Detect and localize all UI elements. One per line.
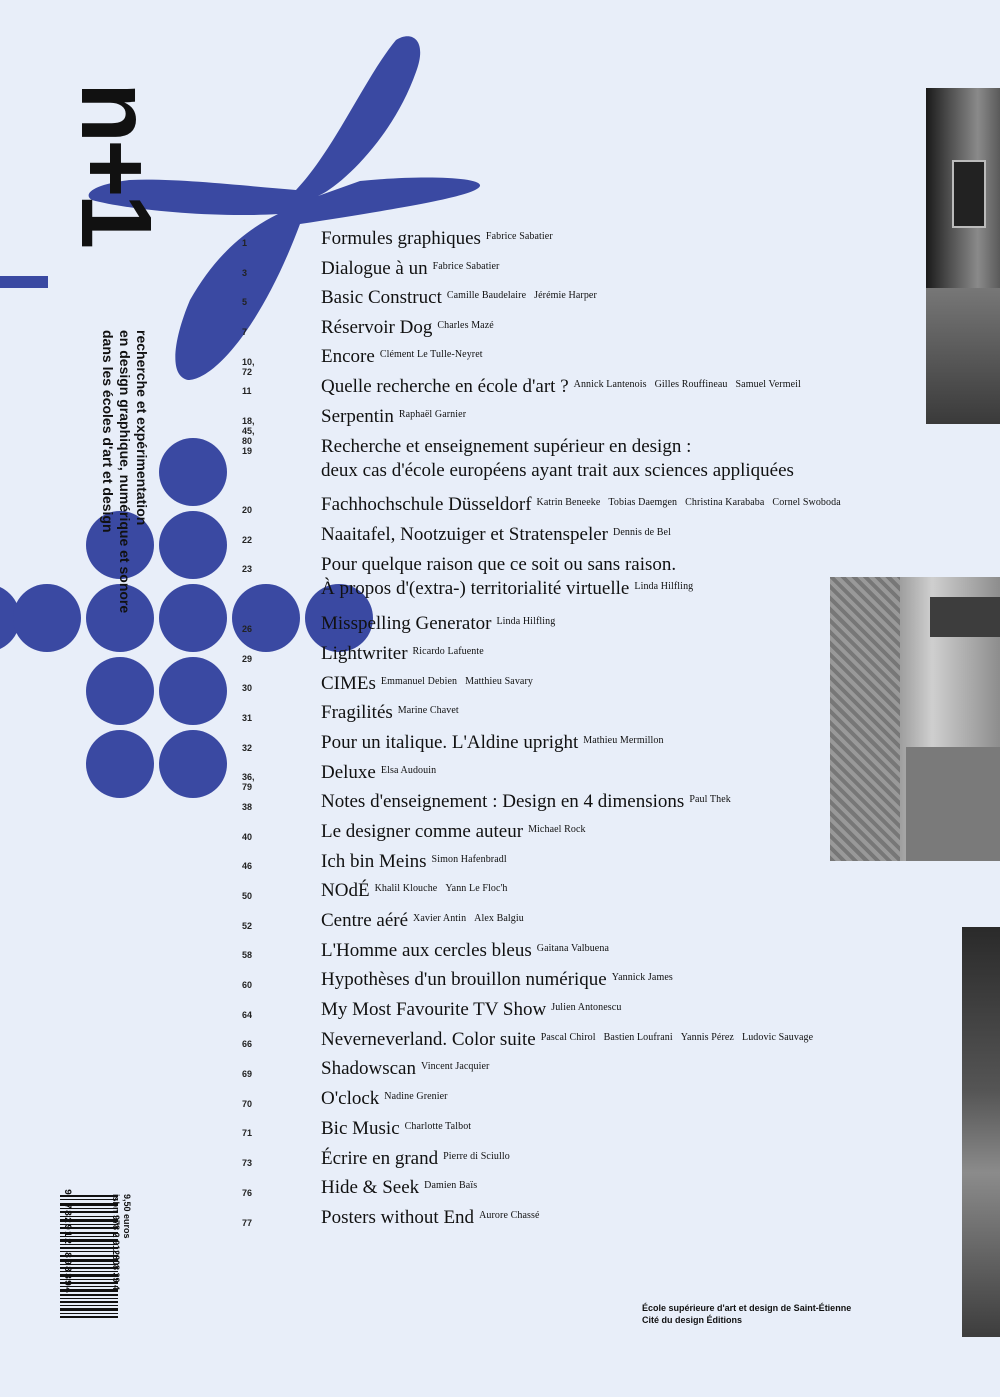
- toc-author: Charles Mazé: [437, 320, 494, 331]
- publisher-imprint: Cité du design Éditions: [642, 1315, 743, 1325]
- dot: [13, 584, 81, 652]
- toc-authors: [405, 1121, 480, 1132]
- toc-author: Ludovic Sauvage: [741, 1032, 814, 1043]
- toc-title: Hide & Seek: [321, 1177, 420, 1198]
- toc-title-line2: [321, 577, 701, 601]
- toc-entry: [321, 1057, 497, 1081]
- toc-entry: [321, 316, 502, 340]
- toc-title: Bic Music: [321, 1118, 400, 1139]
- toc-author: Gaitana Valbuena: [536, 943, 609, 954]
- toc-title: Fachhochschule Düsseldorf: [321, 494, 532, 515]
- toc-author: Paul Thek: [689, 794, 731, 805]
- toc-page-number: 50: [242, 891, 253, 901]
- toc-author: Linda Hilfling: [634, 581, 694, 592]
- toc-entry: [321, 1117, 479, 1141]
- toc-authors: [496, 616, 563, 627]
- magazine-logo: n+1: [60, 82, 172, 246]
- toc-page-number: 23: [242, 564, 253, 574]
- toc-author: Fabrice Sabatier: [485, 231, 553, 242]
- toc-title: NOdÉ: [321, 880, 370, 901]
- price-label: 9,50 euros: [122, 1194, 132, 1239]
- toc-authors: [433, 261, 508, 272]
- toc-author: Yannick James: [611, 972, 673, 983]
- photo-figure: [962, 927, 1000, 1337]
- toc-authors: [574, 379, 809, 390]
- toc-entry: [321, 998, 629, 1022]
- toc-page-number: 58: [242, 950, 253, 960]
- toc-authors: [551, 1002, 629, 1013]
- toc-title: Le designer comme auteur: [321, 821, 524, 842]
- toc-page-number: 64: [242, 1010, 253, 1020]
- toc-entry: [321, 1206, 548, 1230]
- dot: [159, 730, 227, 798]
- toc-entry: [321, 493, 849, 517]
- toc-page-number: 7: [242, 327, 248, 337]
- toc-title: Ich bin Meins: [321, 851, 427, 872]
- toc-authors: [689, 794, 739, 805]
- toc-authors: [381, 765, 444, 776]
- toc-entry: [321, 939, 617, 963]
- toc-page-number: 20: [242, 505, 253, 515]
- isbn-label: isbn 978 2 912808 39 4: [111, 1194, 121, 1291]
- toc-entry: [321, 642, 492, 666]
- toc-page-number: 77: [242, 1218, 253, 1228]
- toc-entry: [321, 701, 467, 725]
- toc-entry: [321, 909, 532, 933]
- toc-authors: [398, 705, 467, 716]
- toc-entry: [321, 1087, 456, 1111]
- toc-page-number: 18, 45, 80: [242, 416, 255, 446]
- toc-entry: [321, 257, 507, 281]
- toc-title: L'Homme aux cercles bleus: [321, 940, 532, 961]
- toc-title: Notes d'enseignement : Design en 4 dimensions: [321, 791, 685, 812]
- toc-title: Dialogue à un: [321, 258, 428, 279]
- toc-author: Xavier Antin: [413, 913, 467, 924]
- toc-entry: [321, 375, 809, 399]
- dot-pattern: [0, 438, 373, 798]
- toc-authors: [613, 527, 679, 538]
- toc-title: Lightwriter: [321, 643, 408, 664]
- toc-author: Tobias Daemgen: [608, 497, 678, 508]
- toc-title-line2: deux cas d'école européens ayant trait aux sciences appliquées: [321, 460, 794, 481]
- toc-title: Misspelling Generator: [321, 613, 492, 634]
- toc-title: Réservoir Dog: [321, 317, 433, 338]
- toc-author: Raphaël Garnier: [398, 409, 467, 420]
- subtitle-line: dans les écoles d'art et design: [100, 330, 116, 533]
- toc-page-number: 60: [242, 980, 253, 990]
- toc-author: Jérémie Harper: [534, 290, 597, 301]
- toc-title: Écrire en grand: [321, 1148, 439, 1169]
- toc-page-number: 31: [242, 713, 253, 723]
- toc-authors: [384, 1091, 455, 1102]
- toc-authors: [486, 231, 561, 242]
- toc-title: Centre aéré: [321, 910, 409, 931]
- toc-authors: [541, 1032, 821, 1043]
- dot: [232, 584, 300, 652]
- toc-authors: [537, 497, 849, 508]
- toc-title: Recherche et enseignement supérieur en design :: [321, 436, 692, 457]
- toc-author: Cornel Swoboda: [772, 497, 841, 508]
- toc-author: Yannis Pérez: [680, 1032, 734, 1043]
- toc-page-number: 52: [242, 921, 253, 931]
- toc-entry: [321, 731, 672, 755]
- toc-page-number: 71: [242, 1128, 253, 1138]
- toc-title: Hypothèses d'un brouillon numérique: [321, 969, 607, 990]
- toc-title: O'clock: [321, 1088, 380, 1109]
- publisher-block: [642, 1302, 851, 1326]
- subtitle-line: recherche et expérimentation: [134, 330, 150, 526]
- toc-author: Gilles Rouffineau: [654, 379, 728, 390]
- toc-entry: [321, 612, 563, 636]
- price-isbn: [110, 1194, 132, 1290]
- toc-entry: [321, 820, 594, 844]
- toc-page-number: 76: [242, 1188, 253, 1198]
- toc-authors: [447, 290, 605, 301]
- toc-title: Quelle recherche en école d'art ?: [321, 376, 569, 397]
- toc-entry: [321, 523, 679, 547]
- toc-entry: [321, 761, 444, 785]
- toc-author: Julien Antonescu: [551, 1002, 622, 1013]
- toc-author: Simon Hafenbradl: [431, 854, 507, 865]
- toc-page-number: 73: [242, 1158, 253, 1168]
- toc-author: Damien Baïs: [424, 1180, 478, 1191]
- toc-author: Khalil Klouche: [374, 883, 438, 894]
- toc-title: Fragilités: [321, 702, 393, 723]
- photo-gallery-frame: [926, 88, 1000, 424]
- toc-title: Serpentin: [321, 406, 394, 427]
- toc-entry: [321, 968, 681, 992]
- toc-author: Annick Lantenois: [573, 379, 647, 390]
- toc-entry: [321, 345, 491, 369]
- toc-page-number: 3: [242, 268, 248, 278]
- dot: [159, 511, 227, 579]
- dot: [86, 657, 154, 725]
- toc-page-number: 38: [242, 802, 253, 812]
- toc-authors: [437, 320, 501, 331]
- toc-author: Alex Balgiu: [474, 913, 524, 924]
- toc-entry: [321, 790, 739, 814]
- toc-author: Charlotte Talbot: [404, 1121, 472, 1132]
- toc-title: CIMEs: [321, 673, 376, 694]
- toc-author: Bastien Loufrani: [603, 1032, 673, 1043]
- toc-authors: [381, 676, 541, 687]
- toc-page-number: 32: [242, 743, 253, 753]
- toc-author: Marine Chavet: [397, 705, 459, 716]
- toc-title: Encore: [321, 346, 375, 367]
- toc-authors: [413, 646, 492, 657]
- publisher-school: École supérieure d'art et design de Saint-Étienne: [642, 1303, 852, 1313]
- toc-entry: [321, 553, 701, 601]
- toc-entry: [321, 435, 794, 483]
- toc-author: Katrin Beneeke: [536, 497, 601, 508]
- toc-entry: [321, 286, 605, 310]
- toc-entry: [321, 405, 474, 429]
- toc-author: Linda Hilfling: [496, 616, 556, 627]
- toc-author: Camille Baudelaire: [446, 290, 527, 301]
- toc-page-number: 5: [242, 297, 248, 307]
- toc-authors: [479, 1210, 547, 1221]
- toc-title: My Most Favourite TV Show: [321, 999, 547, 1020]
- toc-title: Pour un italique. L'Aldine upright: [321, 732, 579, 753]
- toc-entry: [321, 879, 516, 903]
- toc-page-number: 40: [242, 832, 253, 842]
- toc-page-number: 30: [242, 683, 253, 693]
- toc-entry: [321, 672, 541, 696]
- toc-title: Formules graphiques: [321, 228, 481, 249]
- toc-page-number: 66: [242, 1039, 253, 1049]
- toc-authors: [421, 1061, 497, 1072]
- toc-authors: [424, 1180, 485, 1191]
- toc-page-number: 26: [242, 624, 253, 634]
- toc-author: Pascal Chirol: [540, 1032, 596, 1043]
- toc-entry: [321, 1028, 821, 1052]
- toc-author: Nadine Grenier: [384, 1091, 448, 1102]
- toc-entry: [321, 227, 561, 251]
- toc-author: Matthieu Savary: [465, 676, 533, 687]
- toc-title-line2-text: À propos d'(extra-) territorialité virtuelle: [321, 578, 630, 599]
- toc-title: Pour quelque raison que ce soit ou sans raison.: [321, 554, 677, 575]
- dot: [159, 657, 227, 725]
- toc-page-number: 36, 79: [242, 772, 255, 792]
- toc-authors: [634, 581, 701, 592]
- toc-page-number: 46: [242, 861, 253, 871]
- subtitle-line: en design graphique, numérique et sonore: [117, 330, 133, 614]
- toc-title: Posters without End: [321, 1207, 475, 1228]
- toc-authors: [413, 913, 532, 924]
- magazine-subtitle: [99, 330, 150, 613]
- toc-author: Ricardo Lafuente: [412, 646, 484, 657]
- toc-authors: [612, 972, 681, 983]
- toc-entry: [321, 1176, 485, 1200]
- toc-authors: [432, 854, 515, 865]
- toc-author: Michael Rock: [528, 824, 586, 835]
- toc-author: Aurore Chassé: [479, 1210, 540, 1221]
- toc-title: Deluxe: [321, 762, 376, 783]
- toc-authors: [537, 943, 617, 954]
- dot: [86, 730, 154, 798]
- toc-entry: [321, 850, 515, 874]
- toc-author: Elsa Audouin: [380, 765, 437, 776]
- toc-entry: [321, 1147, 518, 1171]
- toc-page-number: 22: [242, 535, 253, 545]
- toc-authors: [380, 349, 491, 360]
- toc-authors: [375, 883, 516, 894]
- dot: [159, 584, 227, 652]
- toc-author: Christina Karababa: [685, 497, 765, 508]
- toc-author: Samuel Vermeil: [735, 379, 801, 390]
- toc-author: Emmanuel Debien: [380, 676, 458, 687]
- toc-authors: [399, 409, 474, 420]
- toc-author: Clément Le Tulle-Neyret: [379, 349, 483, 360]
- toc-title: Shadowscan: [321, 1058, 416, 1079]
- toc-author: Vincent Jacquier: [420, 1061, 490, 1072]
- toc-page-number: 69: [242, 1069, 253, 1079]
- photo-corridor: [830, 577, 1000, 861]
- toc-authors: [583, 735, 671, 746]
- toc-author: Yann Le Floc'h: [445, 883, 508, 894]
- toc-title: Basic Construct: [321, 287, 442, 308]
- dot: [159, 438, 227, 506]
- toc-author: Fabrice Sabatier: [432, 261, 500, 272]
- toc-page-number: 70: [242, 1099, 253, 1109]
- barcode-digits: 9 782912 808394: [61, 1189, 72, 1295]
- toc-page-number: 19: [242, 446, 253, 456]
- toc-page-number: 1: [242, 238, 248, 248]
- blue-bar: [0, 276, 48, 288]
- toc-authors: [528, 824, 594, 835]
- toc-title: Naaitafel, Nootzuiger et Stratenspeler: [321, 524, 608, 545]
- toc-page-number: 11: [242, 386, 252, 396]
- toc-page-number: 29: [242, 654, 253, 664]
- toc-author: Dennis de Bel: [613, 527, 671, 538]
- toc-author: Mathieu Mermillon: [583, 735, 664, 746]
- toc-author: Pierre di Sciullo: [443, 1151, 510, 1162]
- toc-authors: [443, 1151, 518, 1162]
- toc-page-number: 10, 72: [242, 357, 255, 377]
- toc-title: Neverneverland. Color suite: [321, 1029, 536, 1050]
